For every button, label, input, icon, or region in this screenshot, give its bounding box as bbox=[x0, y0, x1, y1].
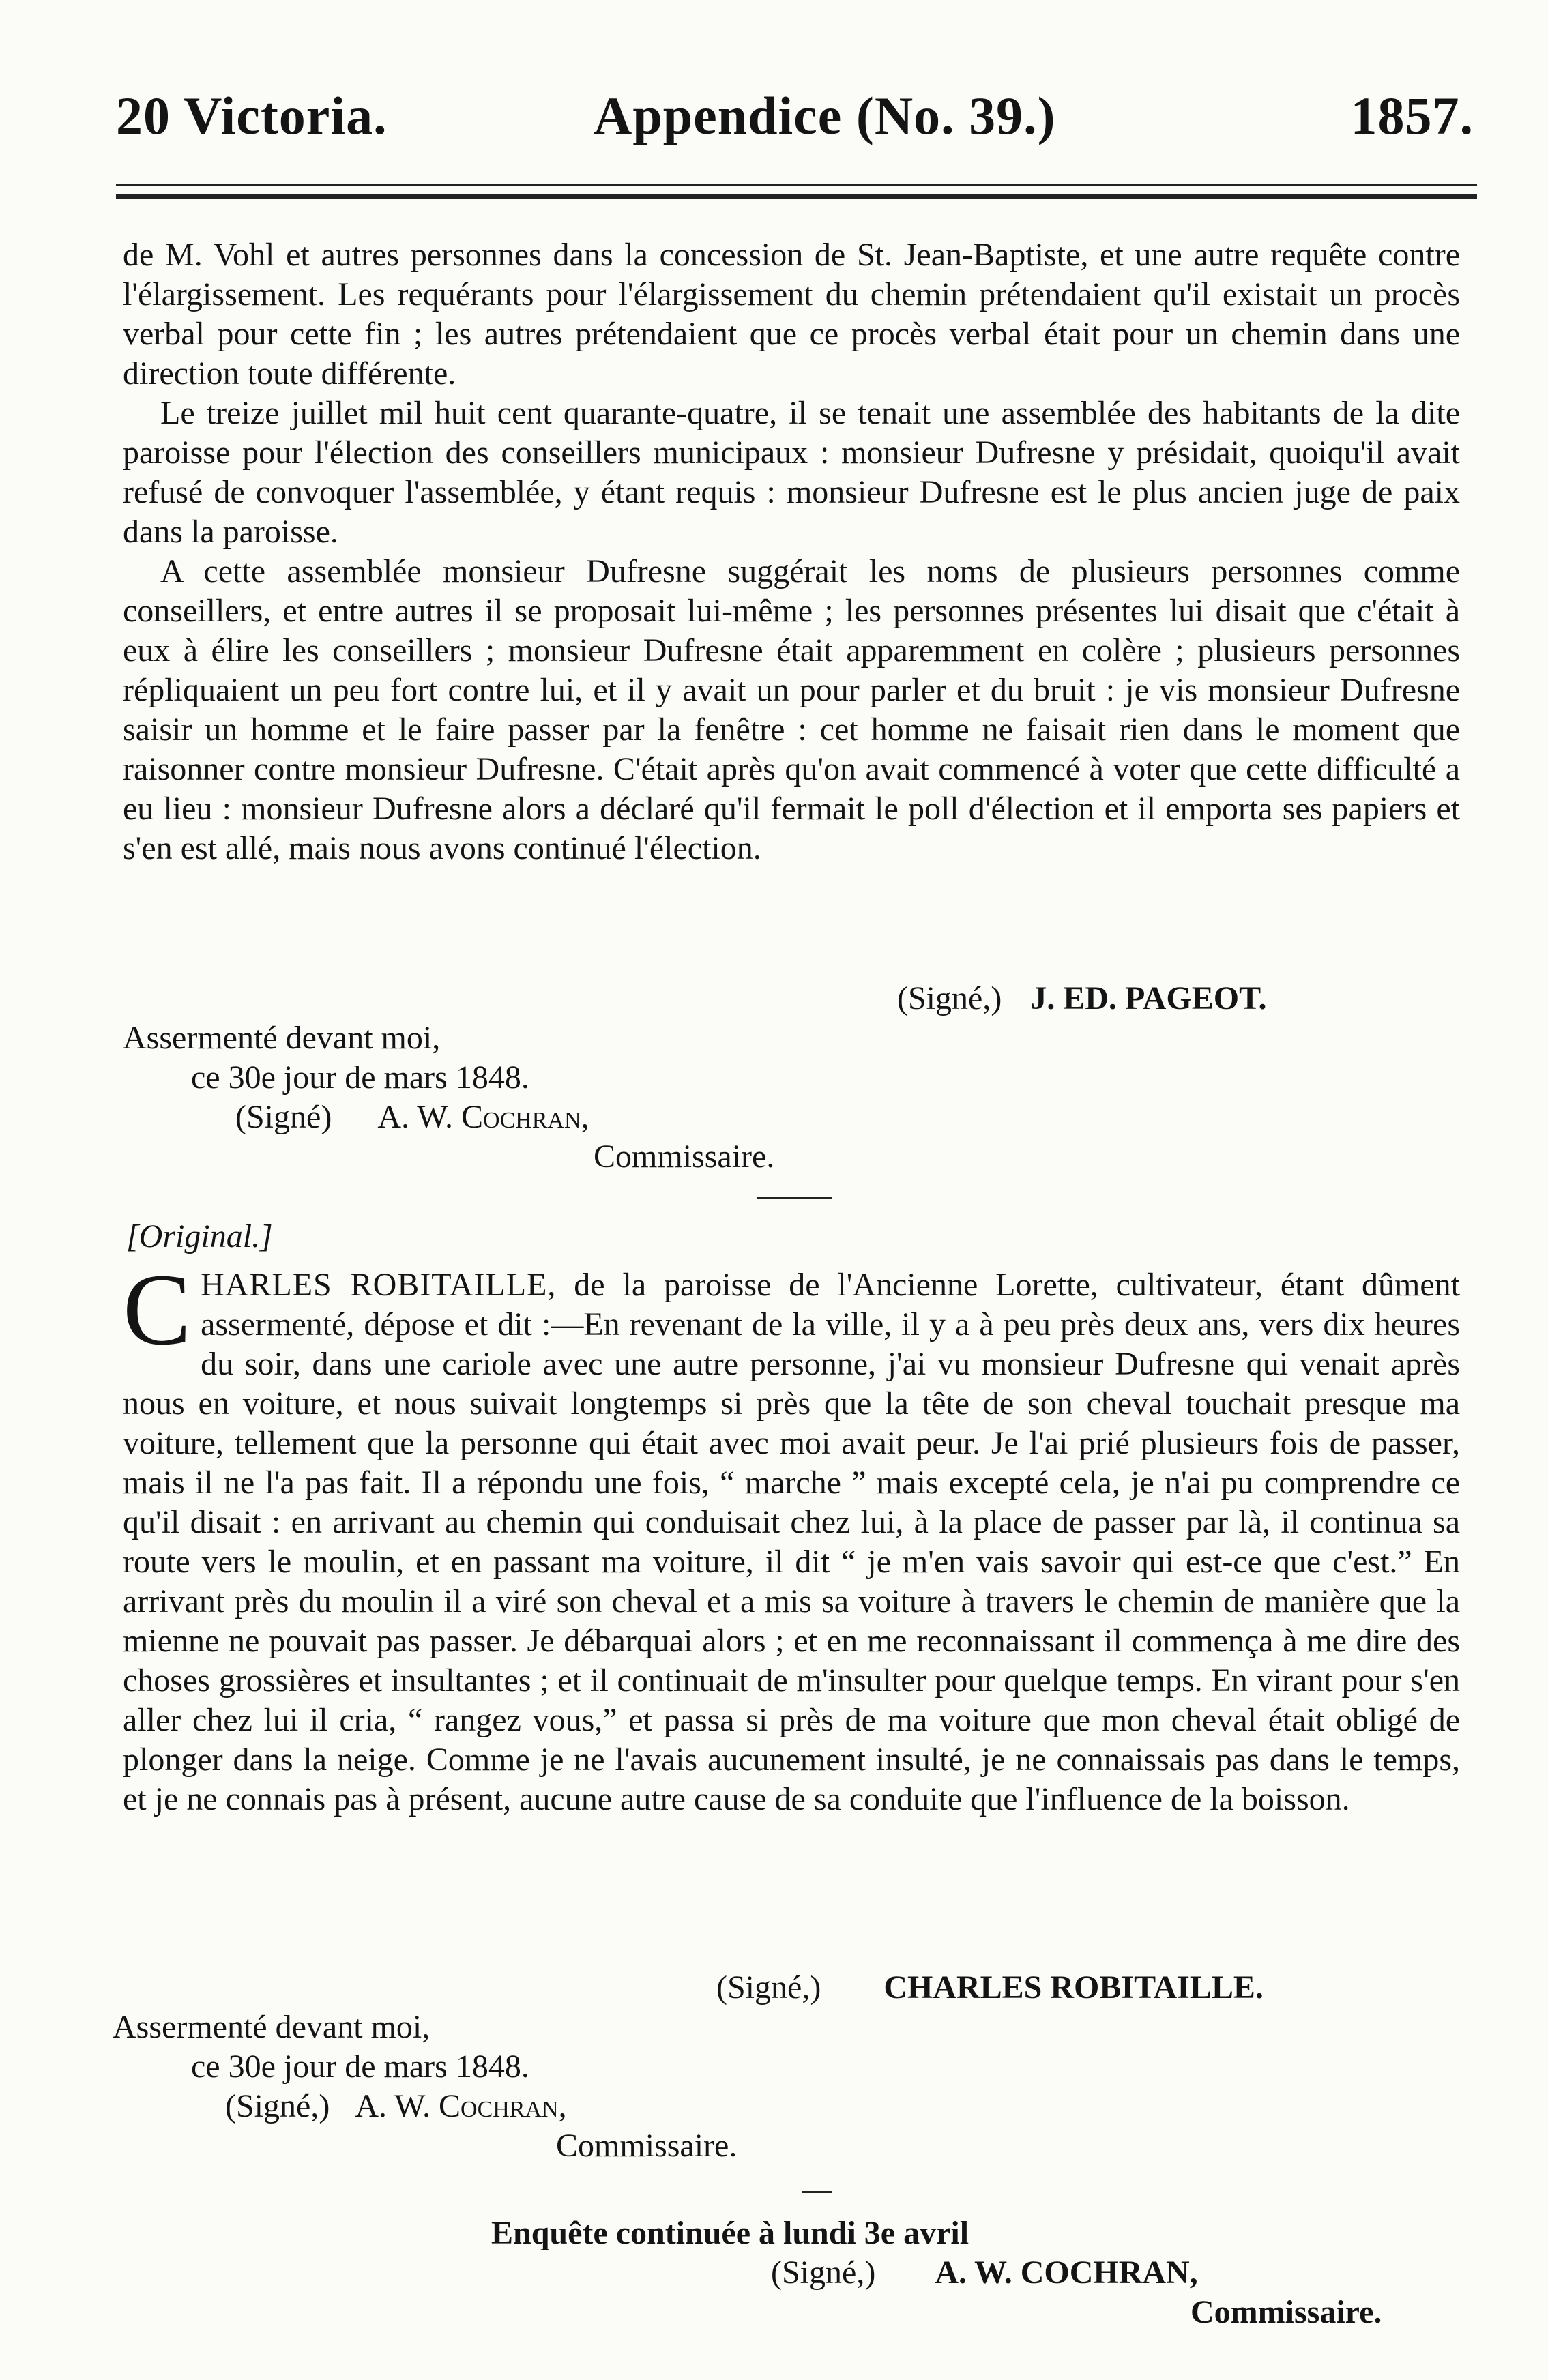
signe-label: (Signé,) bbox=[771, 2254, 876, 2291]
signe-label: (Signé,) bbox=[716, 1969, 821, 2006]
header-appendix: Appendice (No. 39.) bbox=[594, 86, 1056, 145]
signature-1 bbox=[897, 979, 1267, 1018]
enquete-continued: Enquête continuée à lundi 3e avril bbox=[491, 2215, 969, 2251]
closing-commissioner: A. W. COCHRAN, bbox=[935, 2254, 1198, 2291]
header-rule-thin bbox=[116, 184, 1477, 186]
signe-label: (Signé,) bbox=[897, 980, 1002, 1016]
drop-cap: C bbox=[123, 1253, 192, 1366]
signatory-name: CHARLES ROBITAILLE. bbox=[883, 1969, 1264, 2006]
section-divider bbox=[757, 1197, 832, 1199]
page-header bbox=[116, 72, 1474, 174]
closing-title: Commissaire. bbox=[1191, 2294, 1382, 2330]
header-rule-thick bbox=[116, 194, 1477, 199]
testimony-2-body: de la paroisse de l'Ancienne Lorette, cultivateur, étant dûment assermenté, dépose et dit :—En revenant de la ville, il y a à peu près deux ans, vers dix heures du soir, dans une cariole avec une autre personne, j'ai vu monsieur Dufresne qui venait après nous en voiture, et nous suivait longtemps si près que la tête de son cheval touchait presque ma voiture, tellement que la personne qui était avec moi avait peur. Je l'ai prié plusieurs fois de passer, mais il ne l'a pas fait. Il a répondu une fois, “ marche ” mais excepté cela, je n'ai pu comprendre ce qu'il disait : en arrivant au chemin qui conduisait chez lui, à la place de passer par là, il continua sa route vers le moulin, et en passant ma voiture, il dit “ je m'en vais savoir qui est-ce que c'est.” En arrivant près du moulin il a viré son cheval et a mis sa voiture à travers le chemin de manière que la mienne ne pouvait pas passer. Je débarquai alors ; et en me reconnaissant il commença à me dire des choses grossières et insultantes ; et il continuait de m'insulter pour quelque temps. En virant pour s'en aller chez lui il cria, “ rangez vous,” et passa si près de ma voiture que mon cheval était obligé de plonger dans la neige. Comme je ne l'avais aucunement insulté, je ne connaissais pas dans le temps, et je ne connais pas à présent, aucune autre cause de sa conduite que l'influence de la boisson. bbox=[123, 1267, 1460, 1817]
signature-2 bbox=[716, 1968, 1264, 2008]
commissioner-1 bbox=[235, 1098, 589, 1137]
commissioner-name: A. W. Cochran, bbox=[355, 2088, 567, 2124]
signatory-name: J. ED. PAGEOT. bbox=[1030, 980, 1267, 1016]
commissioner-name: A. W. Cochran, bbox=[377, 1099, 589, 1135]
commissioner-title-2: Commissaire. bbox=[556, 2128, 738, 2164]
testimony-2-text bbox=[123, 1253, 1460, 1819]
sworn-date-2: ce 30e jour de mars 1848. bbox=[191, 2048, 529, 2085]
closing-divider bbox=[802, 2191, 832, 2193]
commissioner-title-1: Commissaire. bbox=[594, 1138, 775, 1175]
closing-signature bbox=[771, 2253, 1198, 2293]
signe-label: (Signé) bbox=[235, 1099, 332, 1135]
testimony-1-text bbox=[123, 235, 1460, 868]
paragraph-1: de M. Vohl et autres personnes dans la concession de St. Jean-Baptiste, et une autre requête contre l'élargissement. Les requérants pour l'élargissement du chemin prétendaient qu'il existait un procès verbal pour cette fin ; les autres prétendaient que ce procès verbal était pour un chemin dans une direction toute différente. bbox=[123, 237, 1460, 392]
sworn-before-1: Assermenté devant moi, bbox=[123, 1020, 441, 1056]
deponent-name: HARLES ROBITAILLE, bbox=[201, 1267, 557, 1303]
original-label: [Original.] bbox=[126, 1218, 273, 1254]
paragraph-2: Le treize juillet mil huit cent quarante-quatre, il se tenait une assemblée des habitants de la dite paroisse pour l'élection des conseillers municipaux : monsieur Dufresne y présidait, quoiqu'il avait refusé de convoquer l'assemblée, y étant requis : monsieur Dufresne est le plus ancien juge de paix dans la paroisse. bbox=[123, 395, 1460, 550]
paragraph-3: A cette assemblée monsieur Dufresne suggérait les noms de plusieurs personnes comme conseillers, et entre autres il se proposait lui-même ; les personnes présentes lui disait que c'était à eux à élire les conseillers ; monsieur Dufresne était apparemment en colère ; plusieurs personnes répliquaient un peu fort contre lui, et il y avait un pour parler et du bruit : je vis monsieur Dufresne saisir un homme et le faire passer par la fenêtre : cet homme ne faisait rien dans le moment que raisonner contre monsieur Dufresne. C'était après qu'on avait commencé à voter que cette difficulté a eu lieu : monsieur Dufresne alors a déclaré qu'il fermait le poll d'élection et il emporta ses papiers et s'en est allé, mais nous avons continué l'élection. bbox=[123, 553, 1460, 866]
header-session: 20 Victoria. bbox=[116, 86, 388, 145]
header-year: 1857. bbox=[1350, 86, 1474, 145]
sworn-date-1: ce 30e jour de mars 1848. bbox=[191, 1059, 529, 1096]
sworn-before-2: Assermenté devant moi, bbox=[113, 2009, 430, 2045]
signe-label: (Signé,) bbox=[225, 2088, 330, 2124]
commissioner-2 bbox=[225, 2087, 567, 2126]
